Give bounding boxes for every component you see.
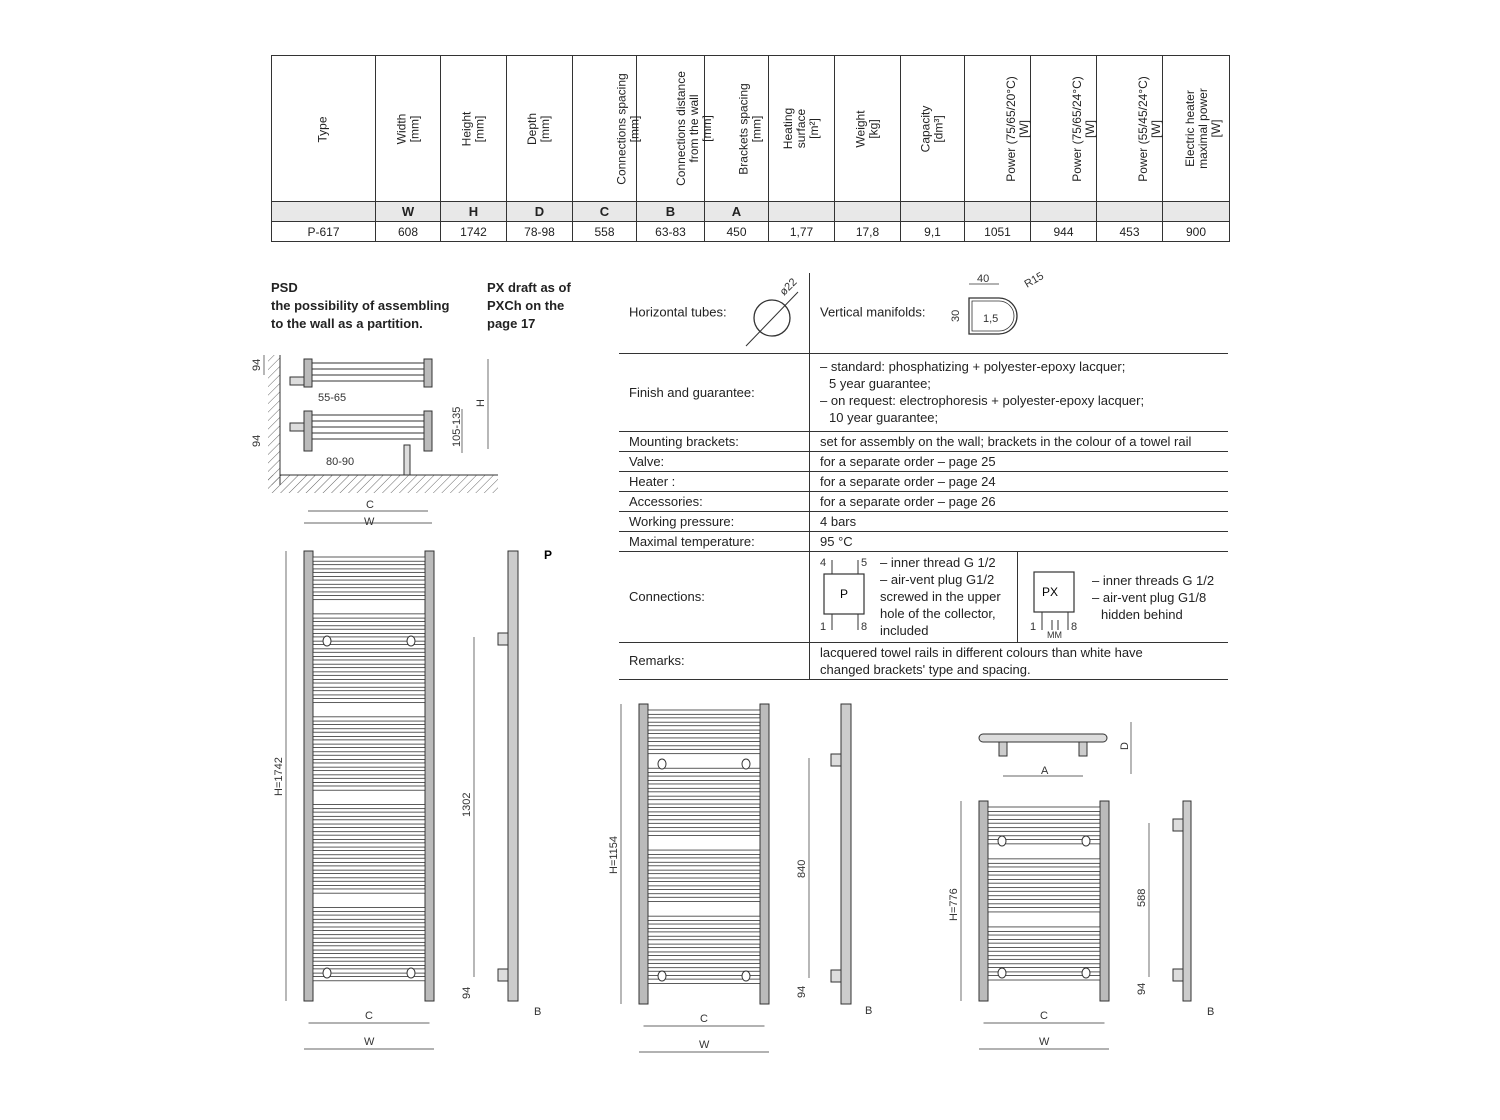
dim-80-90: 80-90 bbox=[326, 456, 355, 468]
svg-text:5: 5 bbox=[861, 556, 868, 569]
manifold-section-icon bbox=[939, 269, 1079, 344]
rail-tube bbox=[988, 899, 1100, 903]
tube-section-icon bbox=[740, 275, 810, 350]
rail-tube bbox=[988, 823, 1100, 827]
dim-94-top: 94 bbox=[251, 358, 263, 371]
rail-tube bbox=[313, 691, 425, 695]
spec-header-cell bbox=[637, 56, 714, 202]
spec-header-label: Connections distance from the wall [mm] bbox=[673, 71, 714, 186]
radiator-776-front bbox=[945, 795, 1105, 1065]
c-dim-label: C bbox=[700, 1013, 708, 1025]
rail-tube bbox=[648, 897, 760, 901]
radiator-1154-side bbox=[795, 698, 895, 1028]
horizontal-tubes-label: Horizontal tubes: ø22 bbox=[619, 273, 810, 353]
rail-tube bbox=[648, 858, 760, 862]
height-dim-label: H=1742 bbox=[273, 757, 285, 796]
spec-value-cell: 900 bbox=[1163, 222, 1230, 242]
connection-p-text: – inner thread G 1/2 – air-vent plug G1/2 screwed in the upper hole of the collector, included bbox=[880, 554, 1001, 638]
c-dim-label: C bbox=[1040, 1010, 1048, 1022]
dim-94-bottom: 94 bbox=[251, 434, 263, 447]
rail-tube bbox=[313, 827, 425, 831]
dim-840: 840 bbox=[796, 859, 808, 878]
svg-text:1: 1 bbox=[1030, 620, 1037, 633]
svg-text:8: 8 bbox=[1071, 620, 1078, 633]
radiator-top-view bbox=[975, 718, 1145, 788]
rail-tube bbox=[648, 710, 760, 714]
spec-value-cell: 1742 bbox=[441, 222, 507, 242]
info-row: Valve: for a separate order – page 25 bbox=[619, 451, 1228, 471]
finish-value: – standard: phosphatizing + polyester-epoxy lacquer; 5 year guarantee; – on request: electrophoresis + polyester-epoxy lacquer; 10 year guarantee; bbox=[810, 353, 1229, 431]
rail-tube bbox=[648, 882, 760, 886]
dim-94-side: 94 bbox=[796, 985, 808, 998]
rail-tube bbox=[648, 734, 760, 738]
dim-b: B bbox=[865, 1005, 873, 1017]
rail-tube bbox=[988, 807, 1100, 811]
dim-105-135: 105-135 bbox=[451, 406, 463, 447]
spec-header-cell bbox=[1163, 56, 1230, 202]
svg-text:P: P bbox=[840, 586, 849, 601]
dim-1302: 1302 bbox=[461, 792, 473, 817]
svg-text:PX: PX bbox=[1042, 584, 1059, 599]
rail-tube bbox=[988, 875, 1100, 879]
rail-tube bbox=[313, 938, 425, 942]
w-dim-label: W bbox=[1039, 1036, 1050, 1048]
radiator-776-side bbox=[1135, 795, 1235, 1025]
connection-marker bbox=[658, 971, 666, 981]
rail-tube bbox=[648, 776, 760, 780]
manifold-radius-label: R15 bbox=[1022, 269, 1047, 291]
spec-symbol-cell bbox=[965, 202, 1031, 222]
rail-tube bbox=[313, 652, 425, 656]
vertical-manifolds-label: Vertical manifolds: bbox=[820, 304, 926, 320]
remarks-row bbox=[619, 642, 1228, 679]
info-row: Mounting brackets: set for assembly on the wall; brackets in the colour of a towel rail bbox=[619, 431, 1228, 451]
spec-value-cell: 78-98 bbox=[507, 222, 573, 242]
rail-tube bbox=[988, 891, 1100, 895]
radiator-1742-side bbox=[460, 545, 560, 1025]
rail-tube bbox=[988, 867, 1100, 871]
rail-tube bbox=[313, 557, 425, 561]
collector-right bbox=[760, 704, 769, 1004]
rail-tube bbox=[313, 812, 425, 816]
svg-text:1: 1 bbox=[820, 620, 827, 633]
c-dim-label: C bbox=[365, 1010, 373, 1022]
connections-value bbox=[810, 551, 1229, 642]
spec-value-cell: 558 bbox=[573, 222, 637, 242]
rail-tube bbox=[313, 858, 425, 862]
remarks-label: Remarks: bbox=[619, 642, 810, 679]
connection-marker bbox=[998, 836, 1006, 846]
rail-tube bbox=[988, 831, 1100, 835]
info-row: Accessories: for a separate order – page 26 bbox=[619, 491, 1228, 511]
connections-row bbox=[619, 551, 1228, 642]
rail-tube bbox=[313, 732, 425, 736]
rail-tube bbox=[648, 749, 760, 753]
collector-left bbox=[304, 551, 313, 1001]
rail-tube bbox=[648, 831, 760, 835]
spec-symbol-cell bbox=[835, 202, 901, 222]
rail-tube bbox=[313, 954, 425, 958]
dim-94-side: 94 bbox=[1136, 982, 1148, 995]
connection-marker bbox=[323, 636, 331, 646]
rail-tube bbox=[648, 916, 760, 920]
connection-marker bbox=[407, 968, 415, 978]
spec-header-cell bbox=[507, 56, 573, 202]
rail-tube bbox=[313, 961, 425, 965]
spec-header-label: Height [mm] bbox=[459, 111, 487, 146]
spec-header-label: Width [mm] bbox=[394, 113, 421, 144]
rail-tube bbox=[313, 668, 425, 672]
rail-tube bbox=[988, 859, 1100, 863]
spec-header-cell bbox=[272, 56, 376, 202]
rail-tube bbox=[313, 614, 425, 618]
rail-tube bbox=[648, 956, 760, 960]
spec-value-cell: P-617 bbox=[272, 222, 376, 242]
spec-value-cell: 450 bbox=[705, 222, 769, 242]
spec-header-label: Connections spacing [mm] bbox=[614, 72, 642, 185]
rail-tube bbox=[313, 565, 425, 569]
spec-symbol-cell: W bbox=[376, 202, 441, 222]
spec-header-cell bbox=[835, 56, 901, 202]
spec-value-cell: 608 bbox=[376, 222, 441, 242]
rail-tube bbox=[313, 698, 425, 702]
svg-text:8: 8 bbox=[861, 620, 868, 633]
rail-tube bbox=[313, 804, 425, 808]
dim-55-65: 55-65 bbox=[318, 392, 347, 404]
rail-tube bbox=[313, 820, 425, 824]
rail-tube bbox=[313, 588, 425, 592]
rail-tube bbox=[313, 572, 425, 576]
rail-tube bbox=[988, 935, 1100, 939]
spec-header-cell bbox=[769, 56, 835, 202]
wall-mount-drawing bbox=[250, 345, 510, 535]
connection-marker bbox=[658, 759, 666, 769]
rail-tube bbox=[313, 660, 425, 664]
spec-header-label: Electric heater maximal power [W] bbox=[1182, 88, 1223, 169]
finish-label: Finish and guarantee: bbox=[619, 353, 810, 431]
rail-tube bbox=[313, 851, 425, 855]
rail-tube bbox=[988, 943, 1100, 947]
spec-header-label: Power (75/65/20°C) [W] bbox=[1003, 75, 1031, 182]
dim-c: C bbox=[366, 499, 374, 511]
spec-symbol-cell bbox=[272, 202, 376, 222]
spec-symbol-cell: B bbox=[637, 202, 705, 222]
rail-tube bbox=[313, 683, 425, 687]
connections-label: Connections: bbox=[619, 551, 810, 642]
rail-tube bbox=[313, 725, 425, 729]
rail-tube bbox=[648, 792, 760, 796]
spec-header-label: Depth [mm] bbox=[525, 112, 553, 145]
rail-tube bbox=[648, 948, 760, 952]
spec-header-row bbox=[272, 56, 1230, 202]
rail-tube bbox=[988, 883, 1100, 887]
spec-header-cell bbox=[376, 56, 441, 202]
spec-header-label: Capacity [dm³] bbox=[918, 105, 946, 152]
rail-tube bbox=[648, 718, 760, 722]
spec-symbol-cell bbox=[1163, 202, 1230, 222]
rail-tube bbox=[313, 843, 425, 847]
spec-symbol-cell bbox=[901, 202, 965, 222]
collector-left bbox=[639, 704, 648, 1004]
spec-header-label: Heating surface [m²] bbox=[781, 107, 821, 150]
info-row: Maximal temperature: 95 °C bbox=[619, 531, 1228, 551]
rail-tube bbox=[313, 881, 425, 885]
rail-tube bbox=[648, 850, 760, 854]
rail-tube bbox=[648, 932, 760, 936]
rail-tube bbox=[313, 778, 425, 782]
rail-tube bbox=[313, 930, 425, 934]
spec-header-cell bbox=[441, 56, 507, 202]
connection-marker bbox=[1082, 968, 1090, 978]
radiator-1742-front bbox=[270, 545, 450, 1065]
tube-diameter-label: ø22 bbox=[777, 275, 800, 298]
dim-w: W bbox=[364, 516, 375, 528]
info-row: Heater : for a separate order – page 24 bbox=[619, 471, 1228, 491]
rail-tube bbox=[313, 874, 425, 878]
connection-marker bbox=[323, 968, 331, 978]
info-table bbox=[619, 269, 1228, 680]
dim-h: H bbox=[475, 399, 487, 407]
connection-marker bbox=[407, 636, 415, 646]
spec-value-cell: 9,1 bbox=[901, 222, 965, 242]
rail-tube bbox=[648, 815, 760, 819]
rail-tube bbox=[648, 963, 760, 967]
spec-header-label: Power (55/45/24°C) [W] bbox=[1135, 75, 1163, 182]
connection-marker bbox=[742, 971, 750, 981]
label-p: P bbox=[544, 548, 553, 562]
spec-header-label: Weight [kg] bbox=[853, 109, 881, 148]
spec-header-cell bbox=[901, 56, 965, 202]
rail-tube bbox=[988, 951, 1100, 955]
rail-tube bbox=[648, 800, 760, 804]
spec-header-cell bbox=[705, 56, 769, 202]
spec-value-cell: 17,8 bbox=[835, 222, 901, 242]
spec-symbol-cell: D bbox=[507, 202, 573, 222]
rail-tube bbox=[313, 866, 425, 870]
w-dim-label: W bbox=[364, 1036, 375, 1048]
spec-value-cell: 1051 bbox=[965, 222, 1031, 242]
tubes-row bbox=[619, 273, 1228, 353]
rail-tube bbox=[313, 923, 425, 927]
dim-b: B bbox=[1207, 1006, 1215, 1018]
rail-tube bbox=[648, 823, 760, 827]
info-row: Working pressure: 4 bars bbox=[619, 511, 1228, 531]
vertical-manifolds-cell bbox=[810, 269, 1229, 353]
finish-row bbox=[619, 353, 1228, 431]
rail-tube bbox=[648, 889, 760, 893]
spec-header-cell bbox=[965, 56, 1031, 202]
spec-symbol-cell bbox=[1097, 202, 1163, 222]
spec-header-cell bbox=[573, 56, 642, 202]
rail-tube bbox=[648, 940, 760, 944]
collector-right bbox=[1100, 801, 1109, 1001]
rail-tube bbox=[648, 874, 760, 878]
connection-marker bbox=[742, 759, 750, 769]
svg-text:MM: MM bbox=[1047, 629, 1062, 640]
spec-value-cell: 944 bbox=[1031, 222, 1097, 242]
spec-header-label: Type bbox=[315, 115, 330, 143]
rail-tube bbox=[313, 763, 425, 767]
rail-tube bbox=[313, 748, 425, 752]
rail-tube bbox=[648, 808, 760, 812]
rail-tube bbox=[988, 927, 1100, 931]
manifold-width-label: 40 bbox=[977, 272, 990, 285]
rail-tube bbox=[313, 889, 425, 893]
connection-p-diagram bbox=[818, 554, 878, 640]
spec-table bbox=[271, 55, 1230, 242]
rail-tube bbox=[988, 959, 1100, 963]
dim-94-side: 94 bbox=[461, 986, 473, 999]
spec-header-label: Power (75/65/24°C) [W] bbox=[1069, 75, 1097, 182]
rail-tube bbox=[313, 907, 425, 911]
manifold-thickness-label: 1,5 bbox=[983, 312, 999, 325]
rail-tube bbox=[988, 907, 1100, 911]
radiator-1154-front bbox=[605, 698, 785, 1068]
rail-tube bbox=[313, 595, 425, 599]
spec-header-label: Brackets spacing [mm] bbox=[736, 82, 764, 175]
rail-tube bbox=[313, 622, 425, 626]
spec-value-cell: 63-83 bbox=[637, 222, 705, 242]
spec-header-cell bbox=[1097, 56, 1163, 202]
spec-value-cell: 453 bbox=[1097, 222, 1163, 242]
svg-text:4: 4 bbox=[820, 556, 827, 569]
remarks-value: lacquered towel rails in different colours than white have changed brackets' type and spacing. bbox=[810, 642, 1229, 679]
spec-symbol-cell: H bbox=[441, 202, 507, 222]
rail-tube bbox=[313, 915, 425, 919]
rail-tube bbox=[313, 629, 425, 633]
rail-tube bbox=[648, 924, 760, 928]
rail-tube bbox=[648, 784, 760, 788]
rail-tube bbox=[313, 755, 425, 759]
rail-tube bbox=[648, 866, 760, 870]
rail-tube bbox=[313, 771, 425, 775]
rail-tube bbox=[313, 786, 425, 790]
rail-tube bbox=[313, 740, 425, 744]
rail-tube bbox=[648, 741, 760, 745]
spec-symbol-cell bbox=[1031, 202, 1097, 222]
connection-marker bbox=[998, 968, 1006, 978]
rail-tube bbox=[313, 717, 425, 721]
dim-a: A bbox=[1041, 765, 1049, 777]
spec-header-cell bbox=[1031, 56, 1097, 202]
rail-tube bbox=[988, 815, 1100, 819]
connection-px-diagram bbox=[1028, 554, 1098, 640]
rail-tube bbox=[648, 768, 760, 772]
w-dim-label: W bbox=[699, 1039, 710, 1051]
rail-tube bbox=[313, 946, 425, 950]
connections-divider bbox=[1017, 552, 1018, 642]
connection-px-text: – inner threads G 1/2 – air-vent plug G1/8 hidden behind bbox=[1092, 572, 1215, 622]
dim-588: 588 bbox=[1136, 888, 1148, 907]
height-dim-label: H=776 bbox=[948, 888, 960, 921]
spec-value-row bbox=[272, 222, 1230, 242]
rail-tube bbox=[313, 675, 425, 679]
rail-tube bbox=[648, 726, 760, 730]
collector-right bbox=[425, 551, 434, 1001]
height-dim-label: H=1154 bbox=[608, 835, 620, 874]
rail-tube bbox=[313, 580, 425, 584]
manifold-height-label: 30 bbox=[950, 309, 963, 322]
psd-note: PSD the possibility of assembling to the wall as a partition. bbox=[271, 280, 450, 331]
dim-d: D bbox=[1119, 742, 1131, 750]
spec-value-cell: 1,77 bbox=[769, 222, 835, 242]
rail-tube bbox=[313, 835, 425, 839]
spec-symbol-cell bbox=[769, 202, 835, 222]
collector-left bbox=[979, 801, 988, 1001]
spec-symbol-cell: C bbox=[573, 202, 637, 222]
spec-symbol-cell: A bbox=[705, 202, 769, 222]
dim-b: B bbox=[534, 1006, 542, 1018]
connection-marker bbox=[1082, 836, 1090, 846]
px-note: PX draft as of PXCh on the page 17 bbox=[487, 280, 571, 331]
spec-symbol-row bbox=[272, 202, 1230, 222]
